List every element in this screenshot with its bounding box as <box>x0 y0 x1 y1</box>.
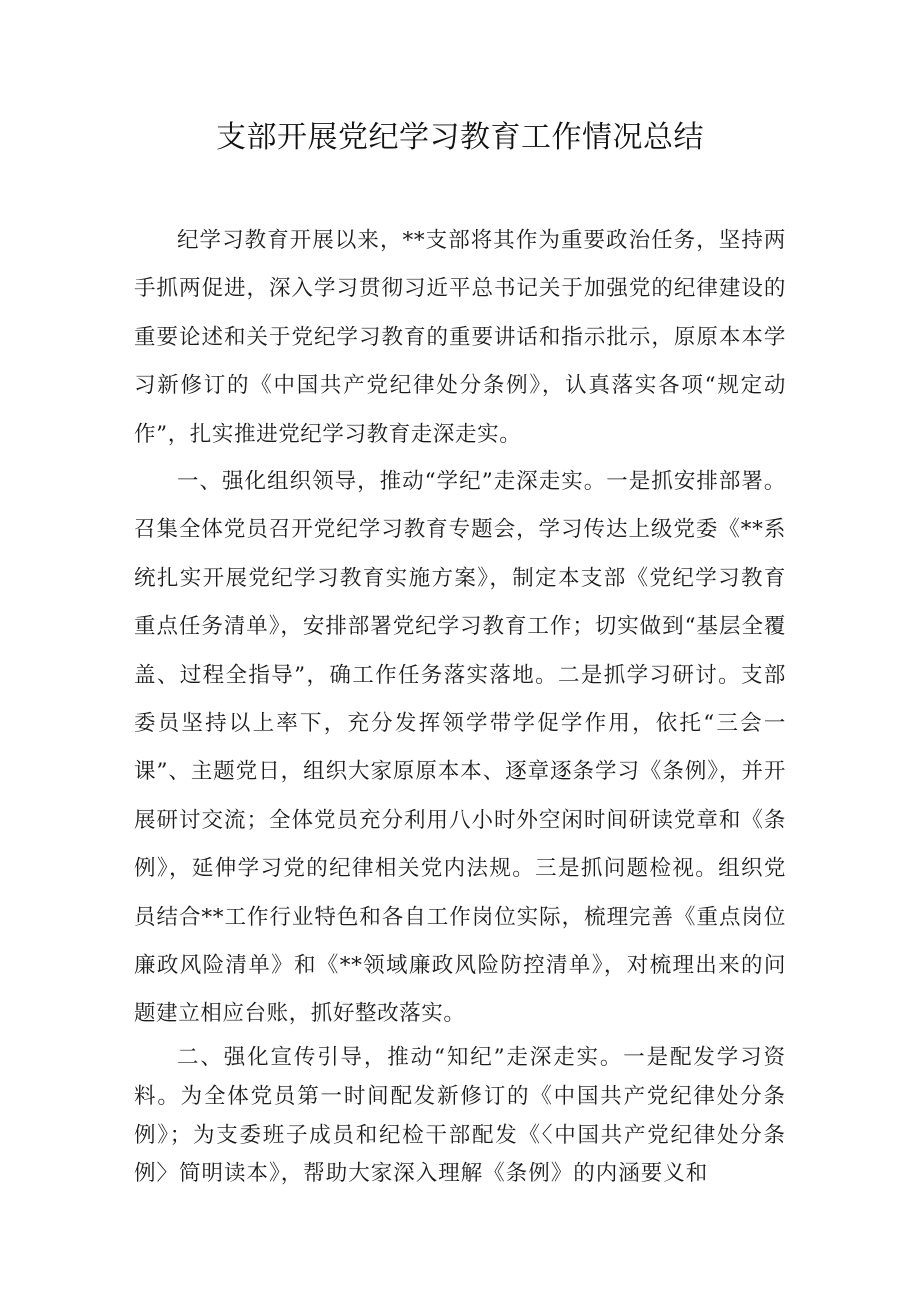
paragraph-section-two: 二、强化宣传引导，推动“知纪”走深走实。一是配发学习资料。为全体党员第一时间配发新修订的《中国共产党纪律处分条例》；为支委班子成员和纪检干部配发《〈中国共产党纪律处分条例〉简明读本》，帮助大家深入理解《条例》的内涵要义和 <box>134 1045 786 1187</box>
paragraph-section-one: 一、强化组织领导，推动“学纪”走深走实。一是抓安排部署。召集全体党员召开党纪学习教育专题会，学习传达上级党委《**系统扎实开展党纪学习教育实施方案》，制定本支部《党纪学习教育重点任务清单》，安排部署党纪学习教育工作；切实做到“基层全覆盖、过程全指导”，确工作任务落实落地。二是抓学习研讨。支部委员坚持以上率下，充分发挥领学带学促学作用，依托“三会一课”、主题党日，组织大家原原本本、逐章逐条学习《条例》，并开展研讨交流；全体党员充分利用八小时外空闲时间研读党章和《条例》，延伸学习党的纪律相关党内法规。三是抓问题检视。组织党员结合**工作行业特色和各自工作岗位实际，梳理完善《重点岗位廉政风险清单》和《**领域廉政风险防控清单》，对梳理出来的问题建立相应台账，抓好整改落实。 <box>134 469 786 1027</box>
document-title: 支部开展党纪学习教育工作情况总结 <box>216 120 704 155</box>
paragraph-intro: 纪学习教育开展以来，**支部将其作为重要政治任务，坚持两手抓两促进，深入学习贯彻习近平总书记关于加强党的纪律建设的重要论述和关于党纪学习教育的重要讲话和指示批示，原原本本学习新修订的《中国共产党纪律处分条例》，认真落实各项“规定动作”，扎实推进党纪学习教育走深走实。 <box>134 228 786 447</box>
